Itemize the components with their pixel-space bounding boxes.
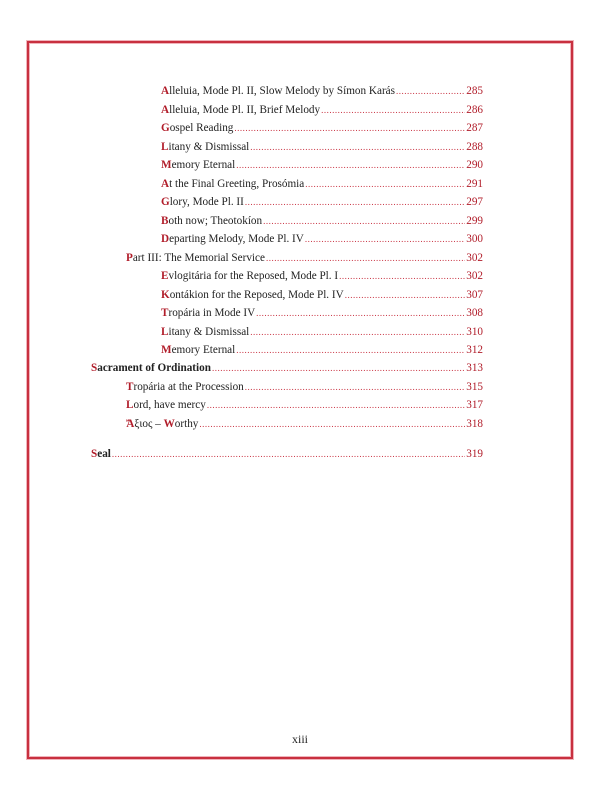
toc-entry-page: 318 (466, 417, 483, 430)
toc-entry-title: Litany & Dismissal (161, 140, 250, 153)
toc-entry[interactable] (161, 341, 483, 359)
dot-leader (266, 249, 465, 267)
dot-leader (207, 396, 465, 414)
toc-entry[interactable] (161, 286, 483, 304)
toc-entry-title: Lord, have mercy (126, 399, 206, 411)
toc-entry-page: 308 (466, 307, 483, 319)
toc-entry[interactable] (161, 212, 483, 230)
dot-leader (263, 212, 465, 230)
toc-entry[interactable] (161, 156, 483, 174)
toc-entry-title: At the Final Greeting, Prosómia (161, 177, 305, 190)
page-number: xiii (291, 732, 308, 746)
toc-entry[interactable] (161, 193, 483, 211)
toc-entry-title: Kontákion for the Reposed, Mode Pl. IV (161, 288, 344, 301)
toc-entry[interactable] (161, 119, 483, 137)
toc-entry-part[interactable] (126, 249, 483, 267)
dot-leader (321, 101, 465, 119)
toc-entry-page: 319 (466, 448, 483, 460)
toc-entry[interactable] (126, 378, 483, 396)
toc-entry-title: Part III: The Memorial Service (126, 251, 265, 264)
toc-entry-page: 302 (466, 251, 483, 264)
toc-entry-page: 315 (466, 380, 483, 393)
dot-leader (305, 230, 465, 248)
toc-entry-title: Alleluia, Mode Pl. II, Slow Melody by Símon Karás (161, 85, 396, 97)
dot-leader (236, 156, 465, 174)
dot-leader (345, 286, 466, 304)
toc-entry[interactable] (126, 415, 483, 433)
dot-leader (199, 415, 465, 433)
toc-entry-title: Gospel Reading (161, 122, 234, 134)
toc-entry-page: 302 (466, 270, 483, 282)
dot-leader (234, 119, 465, 137)
toc-entry[interactable] (161, 230, 483, 248)
toc-entry-title: Evlogitária for the Reposed, Mode Pl. I (161, 270, 339, 282)
toc-entry-page: 317 (466, 399, 483, 411)
toc-entry-title: Glory, Mode Pl. II (161, 196, 244, 208)
dot-leader (250, 138, 465, 156)
toc-entry-section[interactable] (91, 445, 483, 463)
dot-leader (245, 193, 465, 211)
toc-entry-page: 299 (466, 214, 483, 227)
toc-entry[interactable] (126, 396, 483, 414)
toc-entry-page: 290 (466, 159, 483, 171)
toc-entry-page: 285 (466, 85, 483, 97)
toc-entry-page: 300 (466, 233, 483, 245)
toc-entry-page: 291 (466, 177, 483, 190)
toc-entry[interactable] (161, 175, 483, 193)
toc-entry-page: 310 (466, 325, 483, 338)
toc-entry[interactable] (161, 101, 483, 119)
toc-entry-title: Departing Melody, Mode Pl. IV (161, 233, 304, 245)
toc-entry[interactable] (161, 138, 483, 156)
toc-entry-title: Seal (91, 448, 111, 460)
toc-entry-title: Tropária at the Procession (126, 380, 244, 393)
toc-entry[interactable] (161, 323, 483, 341)
toc-entry[interactable] (161, 304, 483, 322)
dot-leader (396, 82, 465, 100)
toc-entry-title: Tropária in Mode IV (161, 307, 256, 319)
dot-leader (305, 175, 465, 193)
dot-leader (236, 341, 465, 359)
toc-entry-page: 286 (466, 103, 483, 116)
toc-entry-title: Both now; Theotokíon (161, 214, 263, 227)
toc-entry[interactable] (161, 267, 483, 285)
toc-entry-page: 287 (466, 122, 483, 134)
toc-entry[interactable] (161, 82, 483, 100)
toc-entry-page: 297 (466, 196, 483, 208)
toc-entry-title: Alleluia, Mode Pl. II, Brief Melody (161, 103, 321, 116)
dot-leader (245, 378, 465, 396)
toc-entry-page: 313 (466, 362, 483, 374)
toc-entry-title: Memory Eternal (161, 159, 236, 171)
dot-leader (212, 359, 465, 377)
toc-entry-page: 307 (466, 288, 483, 301)
dot-leader (339, 267, 465, 285)
dot-leader (250, 323, 465, 341)
toc-entry-section[interactable] (91, 359, 483, 377)
toc-entry-page: 288 (466, 140, 483, 153)
toc-entry-page: 312 (466, 344, 483, 356)
toc-entry-title: Memory Eternal (161, 344, 236, 356)
toc-entry-title: Litany & Dismissal (161, 325, 250, 338)
dot-leader (112, 445, 465, 463)
toc-entry-title: Sacrament of Ordination (91, 362, 211, 374)
toc-entry-title: Ἄξιος – Worthy (126, 417, 199, 430)
dot-leader (256, 304, 465, 322)
